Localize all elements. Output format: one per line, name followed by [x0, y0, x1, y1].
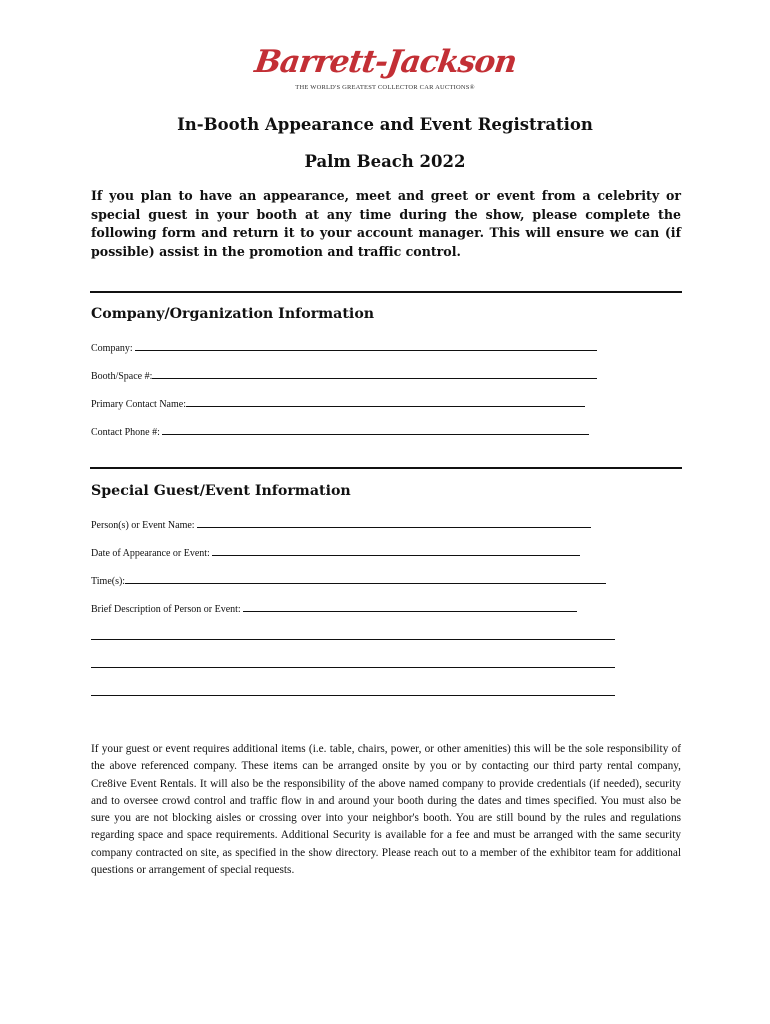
description-line-3[interactable]	[91, 658, 615, 671]
section-divider	[90, 467, 682, 469]
description-line-4[interactable]	[91, 686, 615, 699]
company-section-heading: Company/Organization Information	[91, 306, 375, 322]
primary-contact-label: Primary Contact Name:	[91, 399, 186, 410]
company-input-line[interactable]	[135, 341, 597, 351]
description-input-line[interactable]	[91, 630, 615, 640]
logo-tagline: THE WORLD'S GREATEST COLLECTOR CAR AUCTIONS®	[295, 84, 475, 91]
contact-phone-input-line[interactable]	[162, 425, 589, 435]
booth-space-input-line[interactable]	[152, 369, 597, 379]
company-field[interactable]	[91, 341, 597, 354]
guest-name-input-line[interactable]	[197, 518, 591, 528]
description-input-line[interactable]	[91, 686, 615, 696]
description-input-line[interactable]	[91, 658, 615, 668]
page-title: In-Booth Appearance and Event Registration	[177, 115, 593, 134]
times-field[interactable]	[91, 574, 606, 587]
booth-space-field[interactable]	[91, 369, 597, 382]
company-label: Company:	[91, 343, 133, 354]
primary-contact-input-line[interactable]	[186, 397, 585, 407]
times-label: Time(s):	[91, 576, 126, 587]
description-field[interactable]	[91, 602, 577, 615]
guest-section-heading: Special Guest/Event Information	[91, 483, 351, 499]
intro-paragraph: If you plan to have an appearance, meet and greet or event from a celebrity or special guest in your booth at any time during the show, please complete the following form and return it to your account manager. This will ensure we can (if possible) assist in the promotion and traffic control.	[91, 188, 681, 259]
logo-wordmark: Barrett-Jackson	[251, 44, 519, 80]
page-subtitle: Palm Beach 2022	[304, 152, 466, 171]
barrett-jackson-logo	[0, 44, 770, 91]
additional-items-note: If your guest or event requires additional items (i.e. table, chairs, power, or other amenities) this will be the sole responsibility of the above referenced company. These items can be arranged onsite by you or by contacting our third party rental company, Cre8ive Event Rentals. It will also be the responsibility of the above named company to provide credentials (if needed), security and to oversee crowd control and traffic flow in and around your booth during the dates and times specified. You must also be sure you are not blocking aisles or crossing over into your neighbor's booth. You are still bound by the rules and regulations regarding space and space requirements. Additional Security is available for a fee and must be arranged with the same security company contracted on site, as specified in the show directory. Please reach out to a member of the exhibitor team for additional questions or arrangement of special requests.	[91, 743, 681, 877]
description-label: Brief Description of Person or Event:	[91, 604, 241, 615]
description-input-line[interactable]	[243, 602, 577, 612]
guest-name-field[interactable]	[91, 518, 591, 531]
contact-phone-label: Contact Phone #:	[91, 427, 160, 438]
description-line-2[interactable]	[91, 630, 615, 643]
booth-space-label: Booth/Space #:	[91, 371, 153, 382]
contact-phone-field[interactable]	[91, 425, 589, 438]
appearance-date-field[interactable]	[91, 546, 580, 559]
primary-contact-field[interactable]	[91, 397, 585, 410]
guest-name-label: Person(s) or Event Name:	[91, 520, 195, 531]
appearance-date-input-line[interactable]	[212, 546, 580, 556]
times-input-line[interactable]	[125, 574, 606, 584]
section-divider	[90, 291, 682, 293]
appearance-date-label: Date of Appearance or Event:	[91, 548, 210, 559]
